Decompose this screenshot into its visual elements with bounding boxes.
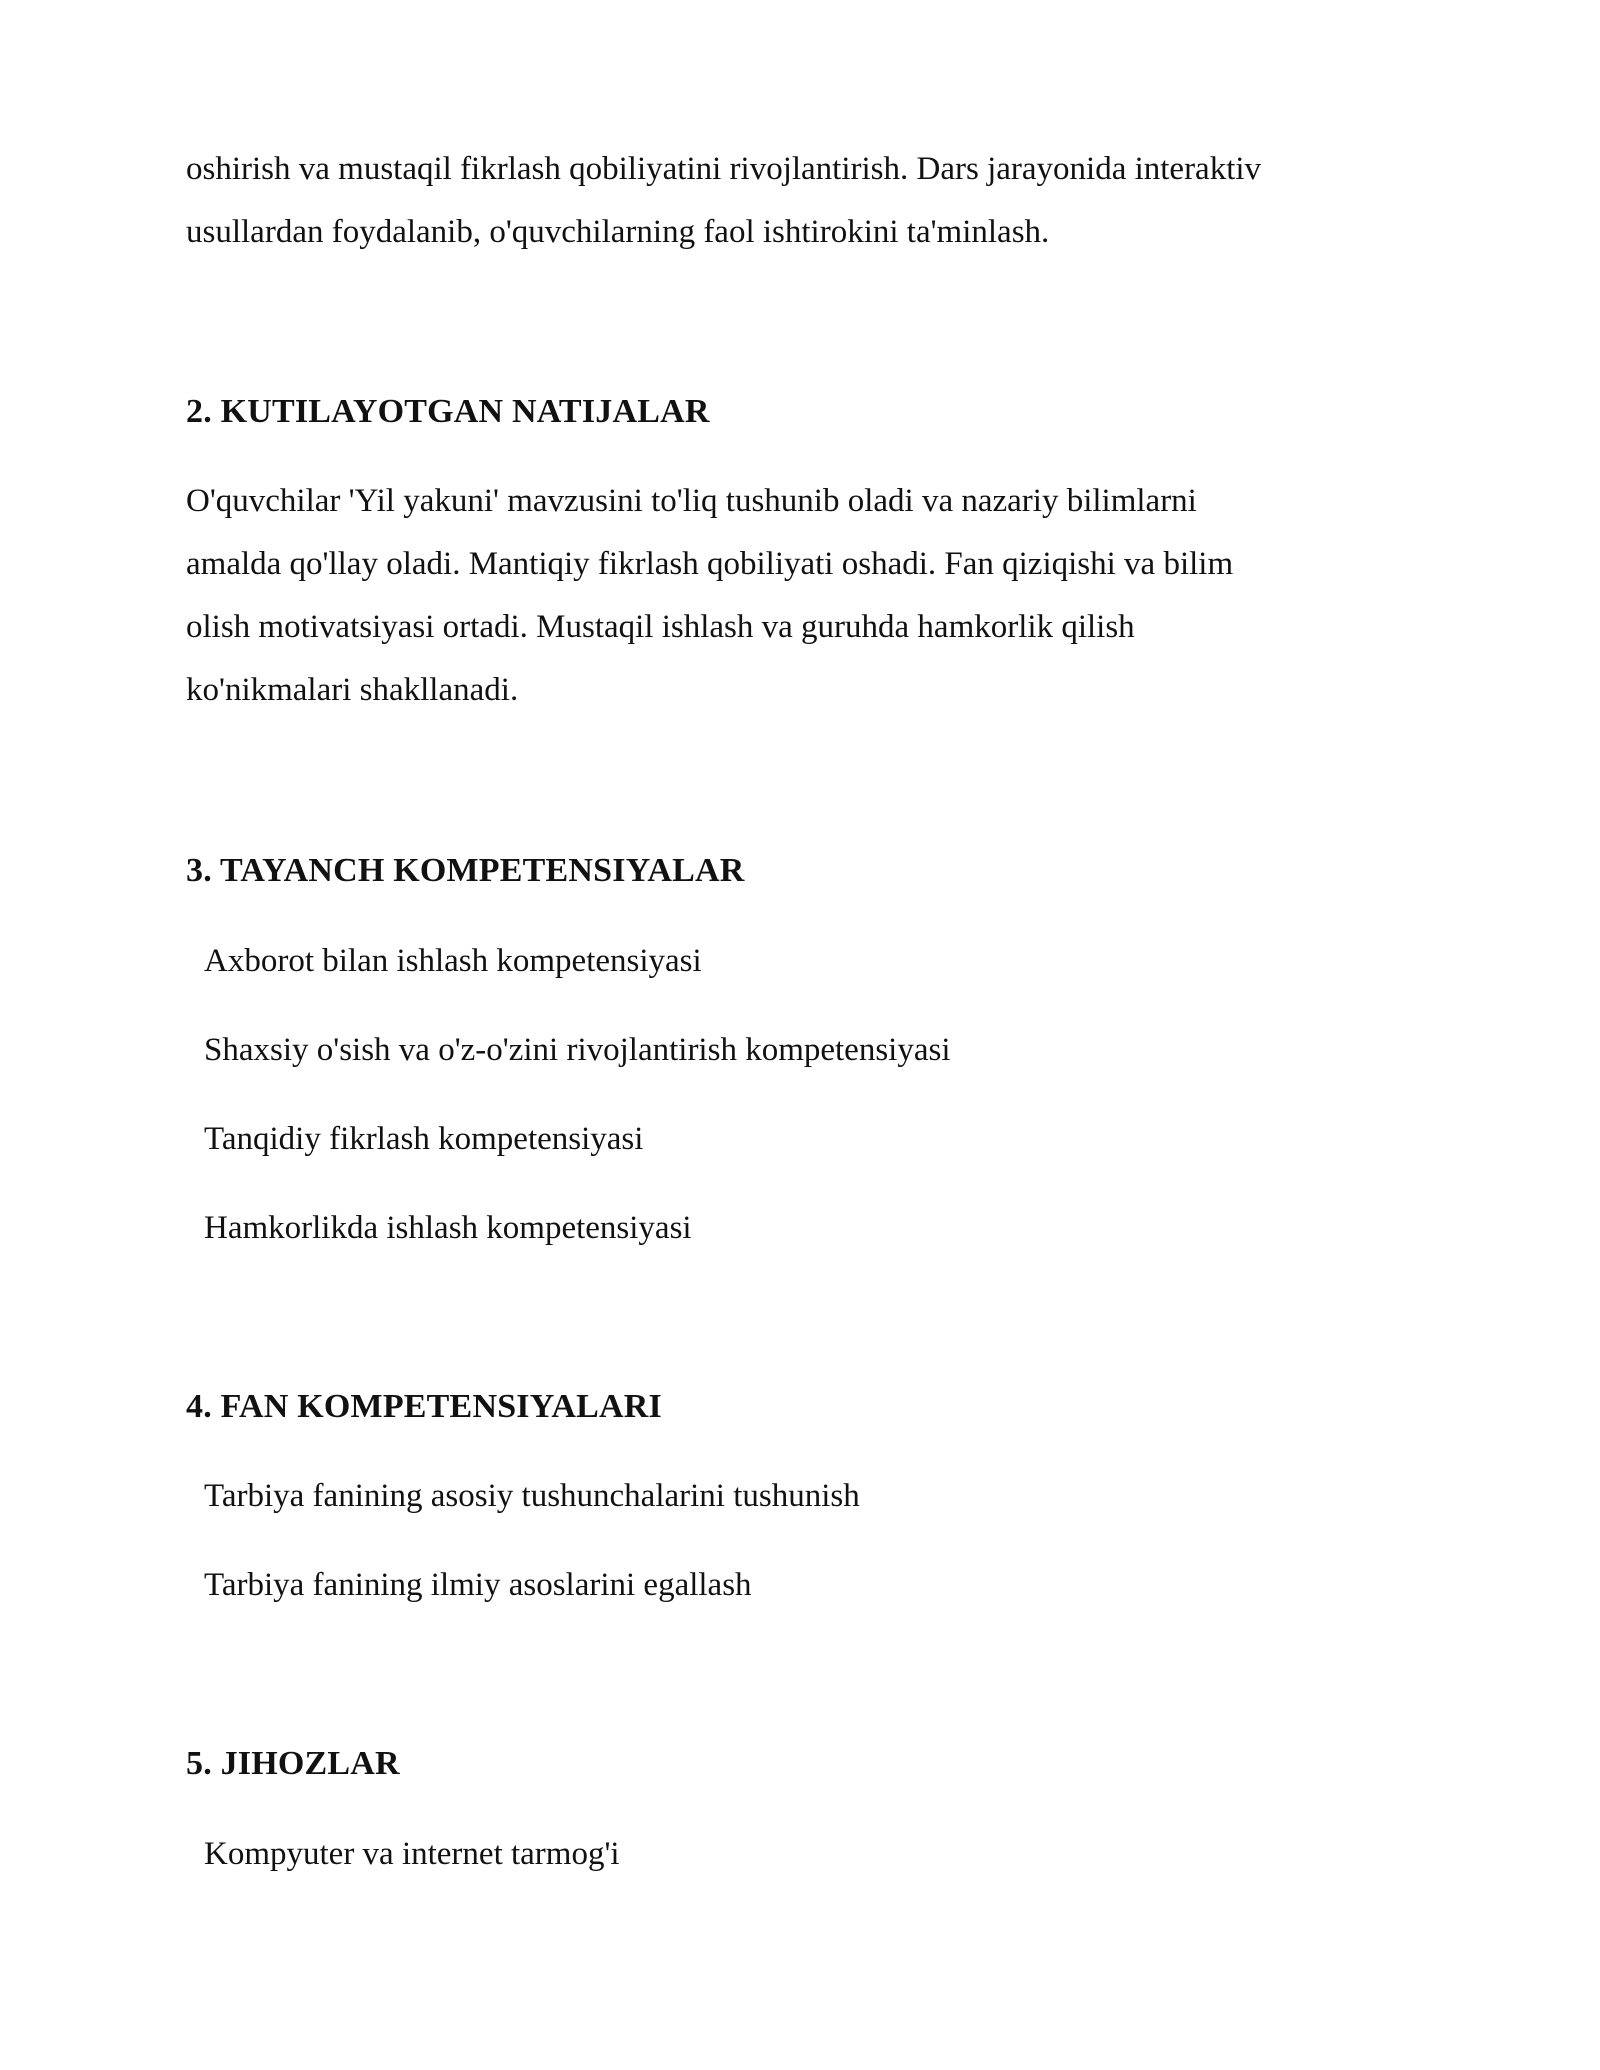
section-heading-jihozlar: 5. JIHOZLAR <box>186 1745 400 1782</box>
list-item: Hamkorlikda ishlash kompetensiyasi <box>204 1210 692 1246</box>
natijalar-line-1: O'quvchilar 'Yil yakuni' mavzusini to'liq tushunib oladi va nazariy bilimlarni <box>186 483 1197 519</box>
natijalar-line-2: amalda qo'llay oladi. Mantiqiy fikrlash qobiliyati oshadi. Fan qiziqishi va bilim <box>186 546 1234 582</box>
list-item: Shaxsiy o'sish va o'z-o'zini rivojlantirish kompetensiyasi <box>204 1032 951 1068</box>
section-heading-fan: 4. FAN KOMPETENSIYALARI <box>186 1388 662 1425</box>
natijalar-line-3: olish motivatsiyasi ortadi. Mustaqil ishlash va guruhda hamkorlik qilish <box>186 609 1135 645</box>
list-item: Kompyuter va internet tarmog'i <box>204 1836 620 1872</box>
list-item: Tanqidiy fikrlash kompetensiyasi <box>204 1121 644 1157</box>
section-heading-tayanch: 3. TAYANCH KOMPETENSIYALAR <box>186 852 745 889</box>
section-heading-natijalar: 2. KUTILAYOTGAN NATIJALAR <box>186 393 710 430</box>
natijalar-line-4: ko'nikmalari shakllanadi. <box>186 672 519 708</box>
list-item: Tarbiya fanining asosiy tushunchalarini tushunish <box>204 1478 860 1514</box>
list-item: Axborot bilan ishlash kompetensiyasi <box>204 943 702 979</box>
list-item: Tarbiya fanining ilmiy asoslarini egallash <box>204 1567 752 1603</box>
intro-line-2: usullardan foydalanib, o'quvchilarning faol ishtirokini ta'minlash. <box>186 214 1050 250</box>
intro-line-1: oshirish va mustaqil fikrlash qobiliyatini rivojlantirish. Dars jarayonida interaktiv <box>186 151 1262 187</box>
